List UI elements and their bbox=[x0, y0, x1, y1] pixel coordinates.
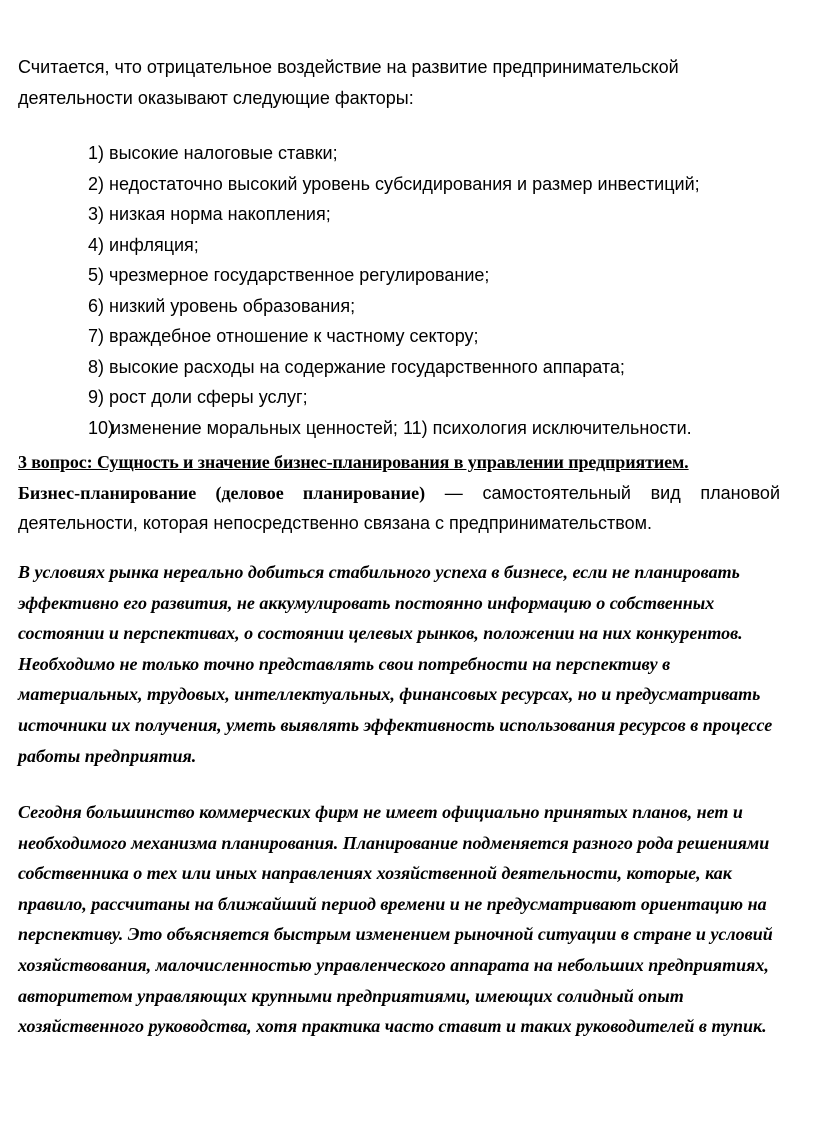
list-item-text: низкая норма накопления; bbox=[109, 204, 331, 224]
list-item bbox=[88, 169, 788, 200]
list-item-text: враждебное отношение к частному сектору; bbox=[109, 326, 479, 346]
intro-paragraph: Считается, что отрицательное воздействие на развитие предпринимательской деятельности оказывают следующие факторы: bbox=[18, 57, 679, 108]
list-item-number: 5) bbox=[88, 265, 105, 285]
list-item-number: 9) bbox=[88, 387, 105, 407]
list-item bbox=[88, 199, 788, 230]
list-item-text: недостаточно высокий уровень субсидирования и размер инвестиций; bbox=[109, 173, 700, 194]
list-item-text: изменение моральных ценностей; 11) психология исключительности. bbox=[111, 417, 692, 438]
body-paragraph-1: В условиях рынка нереально добиться стабильного успеха в бизнесе, если не планировать эффективно его развития, не аккумулировать постоянно информацию о собственных состоянии и перспективах, о состоянии целевых рынков, положении на них конкурентов. Необходимо не только точно представлять свои потребности на перспективу в материальных, трудовых, интеллектуальных, финансовых ресурсах, но и предусматривать источники их получения, уметь выявлять эффективность использования ресурсов в процессе работы предприятия. bbox=[18, 562, 773, 766]
list-item-number: 6) bbox=[88, 295, 105, 316]
list-item-number: 8) bbox=[88, 356, 105, 377]
list-item bbox=[88, 230, 788, 261]
list-item-text: инфляция; bbox=[109, 234, 199, 255]
list-item bbox=[88, 382, 788, 413]
list-item-number: 10) bbox=[88, 417, 115, 438]
definition-paragraph bbox=[18, 478, 780, 538]
list-item bbox=[88, 138, 788, 169]
section-heading: 3 вопрос: Сущность и значение бизнес-планирования в управлении предприятием. bbox=[18, 452, 689, 472]
list-item bbox=[88, 260, 788, 291]
factors-list bbox=[88, 138, 788, 443]
list-item-number: 3) bbox=[88, 204, 105, 224]
list-item-text: низкий уровень образования; bbox=[109, 295, 356, 316]
definition-text: — самостоятельный вид плановой деятельности, которая непосредственно связана с предпринимательством. bbox=[18, 483, 780, 533]
list-item-number: 2) bbox=[88, 173, 105, 194]
list-item bbox=[88, 352, 788, 383]
list-item-number: 4) bbox=[88, 234, 105, 255]
list-item-text: высокие налоговые ставки; bbox=[109, 143, 338, 163]
body-paragraph-2: Сегодня большинство коммерческих фирм не имеет официально принятых планов, нет и необходимого механизма планирования. Планирование подменяется разного рода решениями собственника о тех или иных направлениях хозяйственной деятельности, которые, как правило, рассчитаны на ближайший период времени и не предусматривают ориентацию на перспективу. Это объясняется быстрым изменением рыночной ситуации в стране и условий хозяйствования, малочисленностью управленческого аппарата на небольших предприятиях, авторитетом управляющих крупными предприятиями, имеющих солидный опыт хозяйственного руководства, хотя практика часто ставит и таких руководителей в тупик. bbox=[18, 802, 773, 1037]
list-item bbox=[88, 413, 788, 444]
list-item-text: чрезмерное государственное регулирование; bbox=[109, 265, 490, 285]
list-item-text: рост доли сферы услуг; bbox=[109, 387, 308, 407]
definition-term: Бизнес-планирование (деловое планирование) bbox=[18, 483, 426, 503]
list-item bbox=[88, 321, 788, 352]
list-item-number: 1) bbox=[88, 143, 105, 163]
list-item-text: высокие расходы на содержание государственного аппарата; bbox=[109, 356, 625, 377]
list-item-number: 7) bbox=[88, 326, 105, 346]
list-item bbox=[88, 291, 788, 322]
